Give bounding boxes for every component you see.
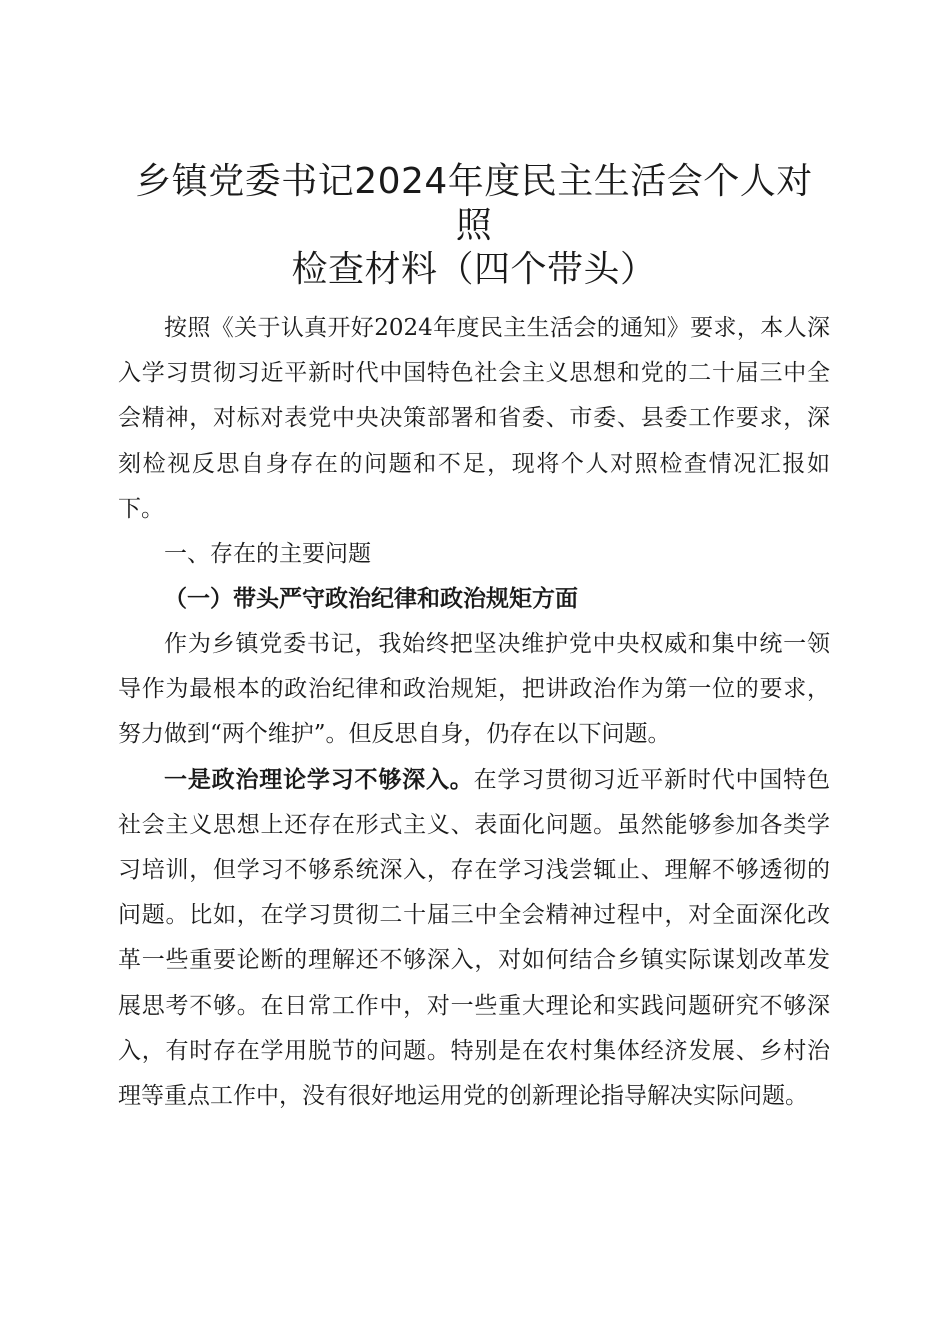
point-one-paragraph (118, 758, 830, 1120)
subsection-paragraph: 作为乡镇党委书记，我始终把坚决维护党中央权威和集中统一领导作为最根本的政治纪律和政治规矩，把讲政治作为第一位的要求，努力做到“两个维护”。但反思自身，仍存在以下问题。 (118, 631, 830, 748)
document-page (118, 160, 830, 1119)
title-line-1: 乡镇党委书记2024年度民主生活会个人对照 (135, 161, 813, 246)
point-one-body: 在学习贯彻习近平新时代中国特色社会主义思想上还存在形式主义、表面化问题。虽然能够参加各类学习培训，但学习不够系统深入，存在学习浅尝辄止、理解不够透彻的问题。比如，在学习贯彻二十届三中全会精神过程中，对全面深化改革一些重要论断的理解还不够深入，对如何结合乡镇实际谋划改革发展思考不够。在日常工作中，对一些重大理论和实践问题研究不够深入，有时存在学用脱节的问题。特别是在农村集体经济发展、乡村治理等重点工作中，没有很好地运用党的创新理论指导解决实际问题。 (118, 766, 831, 1110)
subsection-heading-political-discipline: （一）带头严守政治纪律和政治规矩方面 (164, 586, 578, 613)
section-heading-problems: 一、存在的主要问题 (164, 541, 371, 568)
document-title (118, 160, 830, 292)
title-line-2: 检查材料（四个带头） (291, 249, 657, 290)
point-one-lead: 一是政治理论学习不够深入。 (164, 766, 474, 793)
intro-paragraph: 按照《关于认真开好2024年度民主生活会的通知》要求，本人深入学习贯彻习近平新时代中国特色社会主义思想和党的二十届三中全会精神，对标对表党中央决策部署和省委、市委、县委工作要求，深刻检视反思自身存在的问题和不足，现将个人对照检查情况汇报如下。 (118, 315, 830, 522)
